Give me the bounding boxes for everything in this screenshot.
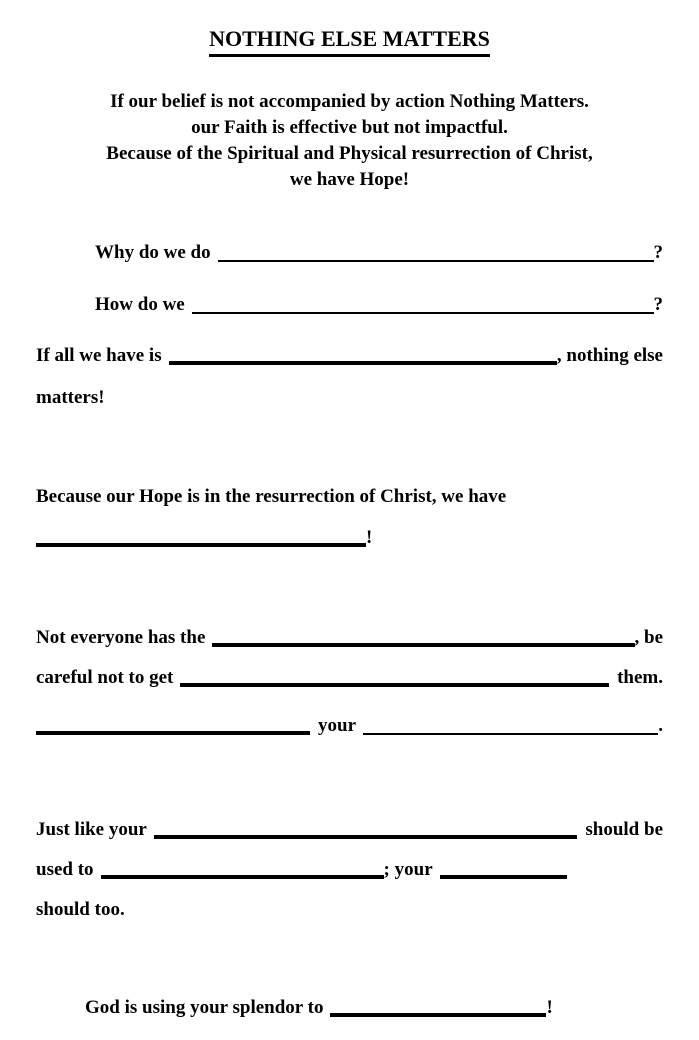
statement-3-line-2-after: them.	[617, 667, 663, 688]
statement-4-line-1-before: Just like your	[36, 819, 147, 840]
fill-in-blank	[192, 312, 654, 314]
statement-2-text: Because our Hope is in the resurrection of Christ, we have	[36, 486, 507, 507]
question-1-punctuation: ?	[653, 242, 663, 263]
statement-2-line-1	[36, 485, 663, 509]
statement-5-punctuation: !	[546, 997, 553, 1018]
statement-2-punctuation: !	[366, 527, 373, 548]
fill-in-blank	[169, 361, 557, 365]
fill-in-blank	[101, 875, 384, 879]
statement-3-line-2-before: careful not to get	[36, 667, 174, 688]
question-2-punctuation: ?	[653, 294, 663, 315]
statement-3-line-1-after: , be	[634, 627, 663, 648]
statement-1-before: If all we have is	[36, 345, 162, 366]
statement-2-line-2	[36, 526, 663, 550]
statement-4-line-1-after: should be	[585, 819, 663, 840]
question-1	[36, 241, 663, 265]
statement-1-line-2	[36, 386, 663, 410]
statement-5-before: God is using your splendor to	[85, 997, 324, 1018]
statement-4-line-2-mid: ; your	[383, 859, 433, 880]
question-2-label: How do we	[95, 294, 185, 315]
statement-3-line-3-mid: your	[318, 715, 356, 736]
statement-3-line-1-before: Not everyone has the	[36, 627, 206, 648]
page-title-text: NOTHING ELSE MATTERS	[209, 25, 490, 57]
statement-3-line-3-punctuation: .	[658, 715, 663, 736]
statement-4-line-3	[36, 898, 663, 922]
fill-in-blank	[363, 733, 658, 735]
fill-in-blank	[154, 835, 578, 839]
fill-in-blank	[36, 731, 310, 735]
statement-3-line-1	[36, 626, 663, 650]
statement-5	[36, 996, 663, 1020]
statement-3-line-2	[36, 666, 663, 690]
statement-4-line-1	[36, 818, 663, 842]
page-title	[36, 25, 663, 57]
statement-1-line-1	[36, 344, 663, 368]
fill-in-blank	[212, 643, 634, 647]
statement-1-line-2-text: matters!	[36, 387, 105, 408]
intro-line-2: our Faith is effective but not impactful.	[191, 117, 508, 138]
intro-line-1: If our belief is not accompanied by action Nothing Matters.	[110, 91, 589, 112]
fill-in-blank	[218, 260, 654, 262]
intro-paragraph	[36, 89, 663, 193]
fill-in-blank	[36, 543, 366, 547]
fill-in-blank	[180, 683, 609, 687]
statement-4-line-2-before: used to	[36, 859, 94, 880]
question-2	[36, 293, 663, 317]
statement-3-line-3	[36, 714, 663, 738]
statement-1-after: , nothing else	[556, 345, 663, 366]
fill-in-blank	[440, 875, 567, 879]
intro-line-3: Because of the Spiritual and Physical resurrection of Christ,	[106, 143, 593, 164]
intro-line-4: we have Hope!	[289, 169, 410, 190]
question-1-label: Why do we do	[95, 242, 211, 263]
statement-4-line-2	[36, 858, 663, 882]
fill-in-blank	[330, 1013, 546, 1017]
statement-4-line-3-text: should too.	[36, 899, 125, 920]
